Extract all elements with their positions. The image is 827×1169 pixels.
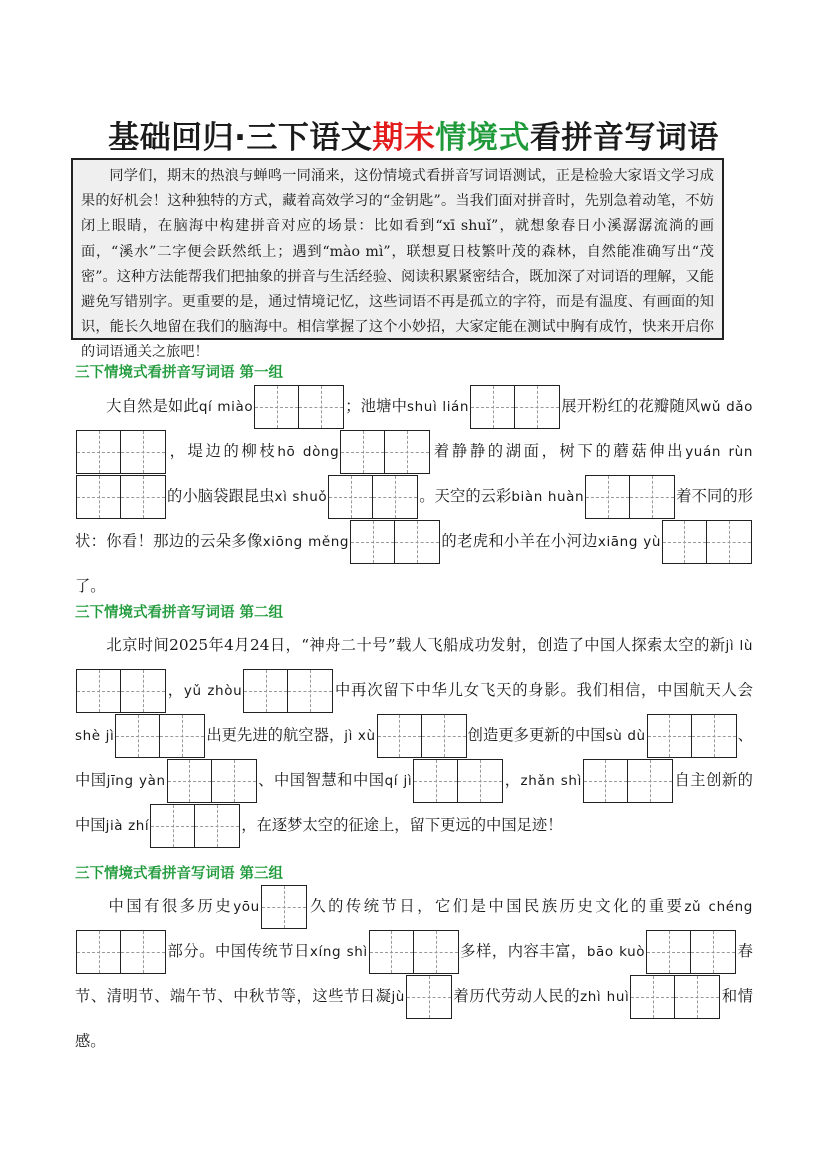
tianzige-cell[interactable] (515, 386, 559, 428)
tianzige-cell[interactable] (212, 760, 256, 802)
tianzige-cell[interactable] (663, 521, 707, 563)
sentence-text: 。天空的云彩 (419, 487, 512, 505)
pinyin-prompt: jīng yàn (106, 773, 166, 789)
pinyin-prompt: jià zhí (105, 818, 150, 834)
sentence-text: 春节、清明节、端午节、中秋节等，这些节日凝 (75, 942, 753, 1005)
pinyin-prompt: zǔ chéng (684, 899, 753, 915)
section-3-paragraph (75, 884, 753, 1063)
sentence-text: 中再次留下中华儿女飞天的身影。我们相信，中国航天人会 (334, 681, 753, 699)
answer-boxes[interactable] (369, 930, 459, 974)
title-part-1: 基础回归·三下语文 (108, 120, 373, 156)
sentence-text: 着静静的湖面，树下的蘑菇伸出 (431, 442, 686, 460)
tianzige-cell[interactable] (630, 476, 674, 518)
tianzige-cell[interactable] (628, 760, 672, 802)
title-part-2: 期末 (372, 120, 436, 156)
pinyin-prompt: zhǎn shì (520, 773, 582, 789)
sentence-text: ，堤边的柳枝 (167, 442, 278, 460)
pinyin-prompt: hō dòng (277, 444, 340, 460)
pinyin-prompt: shè jì (75, 728, 115, 744)
pinyin-prompt: jì xù (344, 728, 376, 744)
sentence-text: 和情感。 (75, 987, 753, 1050)
answer-boxes[interactable] (150, 804, 240, 848)
pinyin-prompt: xiāng yù (597, 534, 661, 550)
tianzige-cell[interactable] (121, 670, 165, 712)
pinyin-prompt: wǔ dǎo (700, 399, 753, 415)
tianzige-cell[interactable] (471, 386, 515, 428)
pinyin-prompt: qí jì (384, 773, 413, 789)
sentence-text: 的小脑袋跟昆虫 (167, 487, 275, 505)
section-1-paragraph (75, 384, 753, 608)
tianzige-cell[interactable] (341, 431, 385, 473)
pinyin-prompt: xíng shì (309, 944, 368, 960)
tianzige-cell[interactable] (288, 670, 332, 712)
pinyin-prompt: yuán rùn (685, 444, 753, 460)
tianzige-cell[interactable] (77, 931, 121, 973)
tianzige-cell[interactable] (77, 431, 121, 473)
sentence-text: 着历代劳动人民的 (452, 987, 581, 1005)
tianzige-cell[interactable] (422, 715, 466, 757)
pinyin-prompt: biàn huàn (511, 489, 585, 505)
tianzige-cell[interactable] (378, 715, 422, 757)
sentence-text: 的老虎和小羊在小河边 (441, 532, 598, 550)
title-part-3: 情境式 (435, 120, 530, 156)
tianzige-cell[interactable] (168, 760, 212, 802)
sentence-text: 自主创新的中国 (75, 771, 753, 834)
sentence-text: 北京时间2025年4月24日，“神舟二十号”载人飞船成功发射，创造了中国人探索太空的新 (106, 636, 726, 654)
sentence-text: 中国有很多历史 (106, 897, 234, 915)
answer-boxes[interactable] (76, 930, 166, 974)
answer-boxes[interactable] (406, 975, 452, 1019)
tianzige-cell[interactable] (160, 715, 204, 757)
pinyin-prompt: jì lù (725, 638, 753, 654)
tianzige-cell[interactable] (414, 931, 458, 973)
tianzige-cell[interactable] (458, 760, 502, 802)
section-2-paragraph (75, 623, 753, 848)
tianzige-cell[interactable] (707, 521, 751, 563)
tianzige-cell[interactable] (121, 476, 165, 518)
tianzige-cell[interactable] (121, 931, 165, 973)
tianzige-cell[interactable] (385, 431, 429, 473)
tianzige-cell[interactable] (631, 976, 675, 1018)
sentence-text: 部分。中国传统节日 (167, 942, 310, 960)
tianzige-cell[interactable] (414, 760, 458, 802)
sentence-text: ， (504, 771, 521, 789)
answer-boxes[interactable] (585, 475, 675, 519)
answer-boxes[interactable] (76, 430, 166, 474)
tianzige-cell[interactable] (255, 386, 299, 428)
sentence-text: 着不同的形状：你看！那边的云朵多像 (75, 487, 753, 550)
tianzige-cell[interactable] (329, 476, 373, 518)
answer-boxes[interactable] (328, 475, 418, 519)
answer-boxes[interactable] (340, 430, 430, 474)
pinyin-prompt: sù dù (605, 728, 646, 744)
sentence-text: 展开粉红的花瓣随风 (561, 397, 701, 415)
answer-boxes[interactable] (243, 669, 333, 713)
section-1-heading: 三下情境式看拼音写词语 第一组 (75, 365, 284, 381)
pinyin-prompt: yōu (233, 899, 260, 915)
tianzige-cell[interactable] (370, 931, 414, 973)
answer-boxes[interactable] (630, 975, 720, 1019)
intro-text: 同学们，期末的热浪与蝉鸣一同涌来，这份情境式看拼音写词语测试，正是检验大家语文学习成果的好机会！这种独特的方式，藏着高效学习的“金钥匙”。当我们面对拼音时，先别急着动笔，不妨闭上眼睛，在脑海中构建拼音对应的场景：比如看到“xī shuǐ”，就想象春日小溪潺潺流淌的画面，“溪水”二字便会跃然纸上；遇到“mào mì”，联想夏日枝繁叶茂的森林，自然能准确写出“茂密”。这种方法能帮我们把抽象的拼音与生活经验、阅读积累紧密结合，既加深了对词语的理解，又能避免写错别字。更重要的是，通过情境记忆，这些词语不再是孤立的字符，而是有温度、有画面的知识，能长久地留在我们的脑海中。相信掌握了这个小妙招，大家定能在测试中胸有成竹，快来开启你的词语通关之旅吧！ (81, 168, 714, 361)
tianzige-cell[interactable] (584, 760, 628, 802)
answer-boxes[interactable] (350, 520, 440, 564)
title-part-4: 看拼音写词语 (529, 120, 719, 156)
sentence-text: 、中国智慧和中国 (257, 771, 385, 789)
answer-boxes[interactable] (76, 669, 166, 713)
pinyin-prompt: bāo kuò (586, 944, 646, 960)
pinyin-prompt: qí miào (198, 399, 254, 415)
sentence-text: ， (167, 681, 184, 699)
tianzige-cell[interactable] (151, 805, 195, 847)
pinyin-prompt: xì shuǒ (274, 489, 328, 505)
tianzige-cell[interactable] (586, 476, 630, 518)
sentence-text: 创造更多更新的中国 (467, 726, 606, 744)
pinyin-prompt: zhì huì (580, 989, 630, 1005)
tianzige-cell[interactable] (395, 521, 439, 563)
sentence-text: ；池塘中 (345, 397, 408, 415)
sentence-text: 多样，内容丰富， (459, 942, 587, 960)
tianzige-cell[interactable] (116, 715, 160, 757)
tianzige-cell[interactable] (675, 976, 719, 1018)
pinyin-prompt: shuì lián (407, 399, 470, 415)
answer-boxes[interactable] (470, 385, 560, 429)
answer-boxes[interactable] (662, 520, 752, 564)
section-2-heading: 三下情境式看拼音写词语 第二组 (75, 605, 284, 621)
sentence-text: ，在逐梦太空的征途上，留下更远的中国足迹！ (241, 816, 563, 834)
answer-boxes[interactable] (76, 475, 166, 519)
pinyin-prompt: yǔ zhòu (183, 683, 243, 699)
answer-boxes[interactable] (167, 759, 257, 803)
pinyin-prompt: jù (391, 989, 405, 1005)
answer-boxes[interactable] (261, 885, 307, 929)
tianzige-cell[interactable] (351, 521, 395, 563)
section-3-heading: 三下情境式看拼音写词语 第三组 (75, 866, 284, 882)
tianzige-cell[interactable] (299, 386, 343, 428)
answer-boxes[interactable] (254, 385, 344, 429)
sentence-text: 了。 (75, 577, 106, 595)
tianzige-cell[interactable] (262, 886, 306, 928)
answer-boxes[interactable] (377, 714, 467, 758)
tianzige-cell[interactable] (77, 670, 121, 712)
tianzige-cell[interactable] (647, 931, 691, 973)
sentence-text: 出更先进的航空器， (206, 726, 345, 744)
answer-boxes[interactable] (647, 714, 737, 758)
page-title (0, 112, 827, 157)
tianzige-cell[interactable] (373, 476, 417, 518)
tianzige-cell[interactable] (121, 431, 165, 473)
tianzige-cell[interactable] (77, 476, 121, 518)
sentence-text: 久的传统节日，它们是中国民族历史文化的重要 (307, 897, 685, 915)
tianzige-cell[interactable] (691, 931, 735, 973)
tianzige-cell[interactable] (195, 805, 239, 847)
sentence-text: 、中国 (75, 726, 753, 789)
sentence-text: 大自然是如此 (106, 397, 199, 415)
intro-box (71, 158, 724, 361)
tianzige-cell[interactable] (648, 715, 692, 757)
tianzige-cell[interactable] (244, 670, 288, 712)
answer-boxes[interactable] (413, 759, 503, 803)
tianzige-cell[interactable] (692, 715, 736, 757)
answer-boxes[interactable] (583, 759, 673, 803)
pinyin-prompt: xiōng měng (262, 534, 350, 550)
tianzige-cell[interactable] (407, 976, 451, 1018)
answer-boxes[interactable] (115, 714, 205, 758)
answer-boxes[interactable] (646, 930, 736, 974)
